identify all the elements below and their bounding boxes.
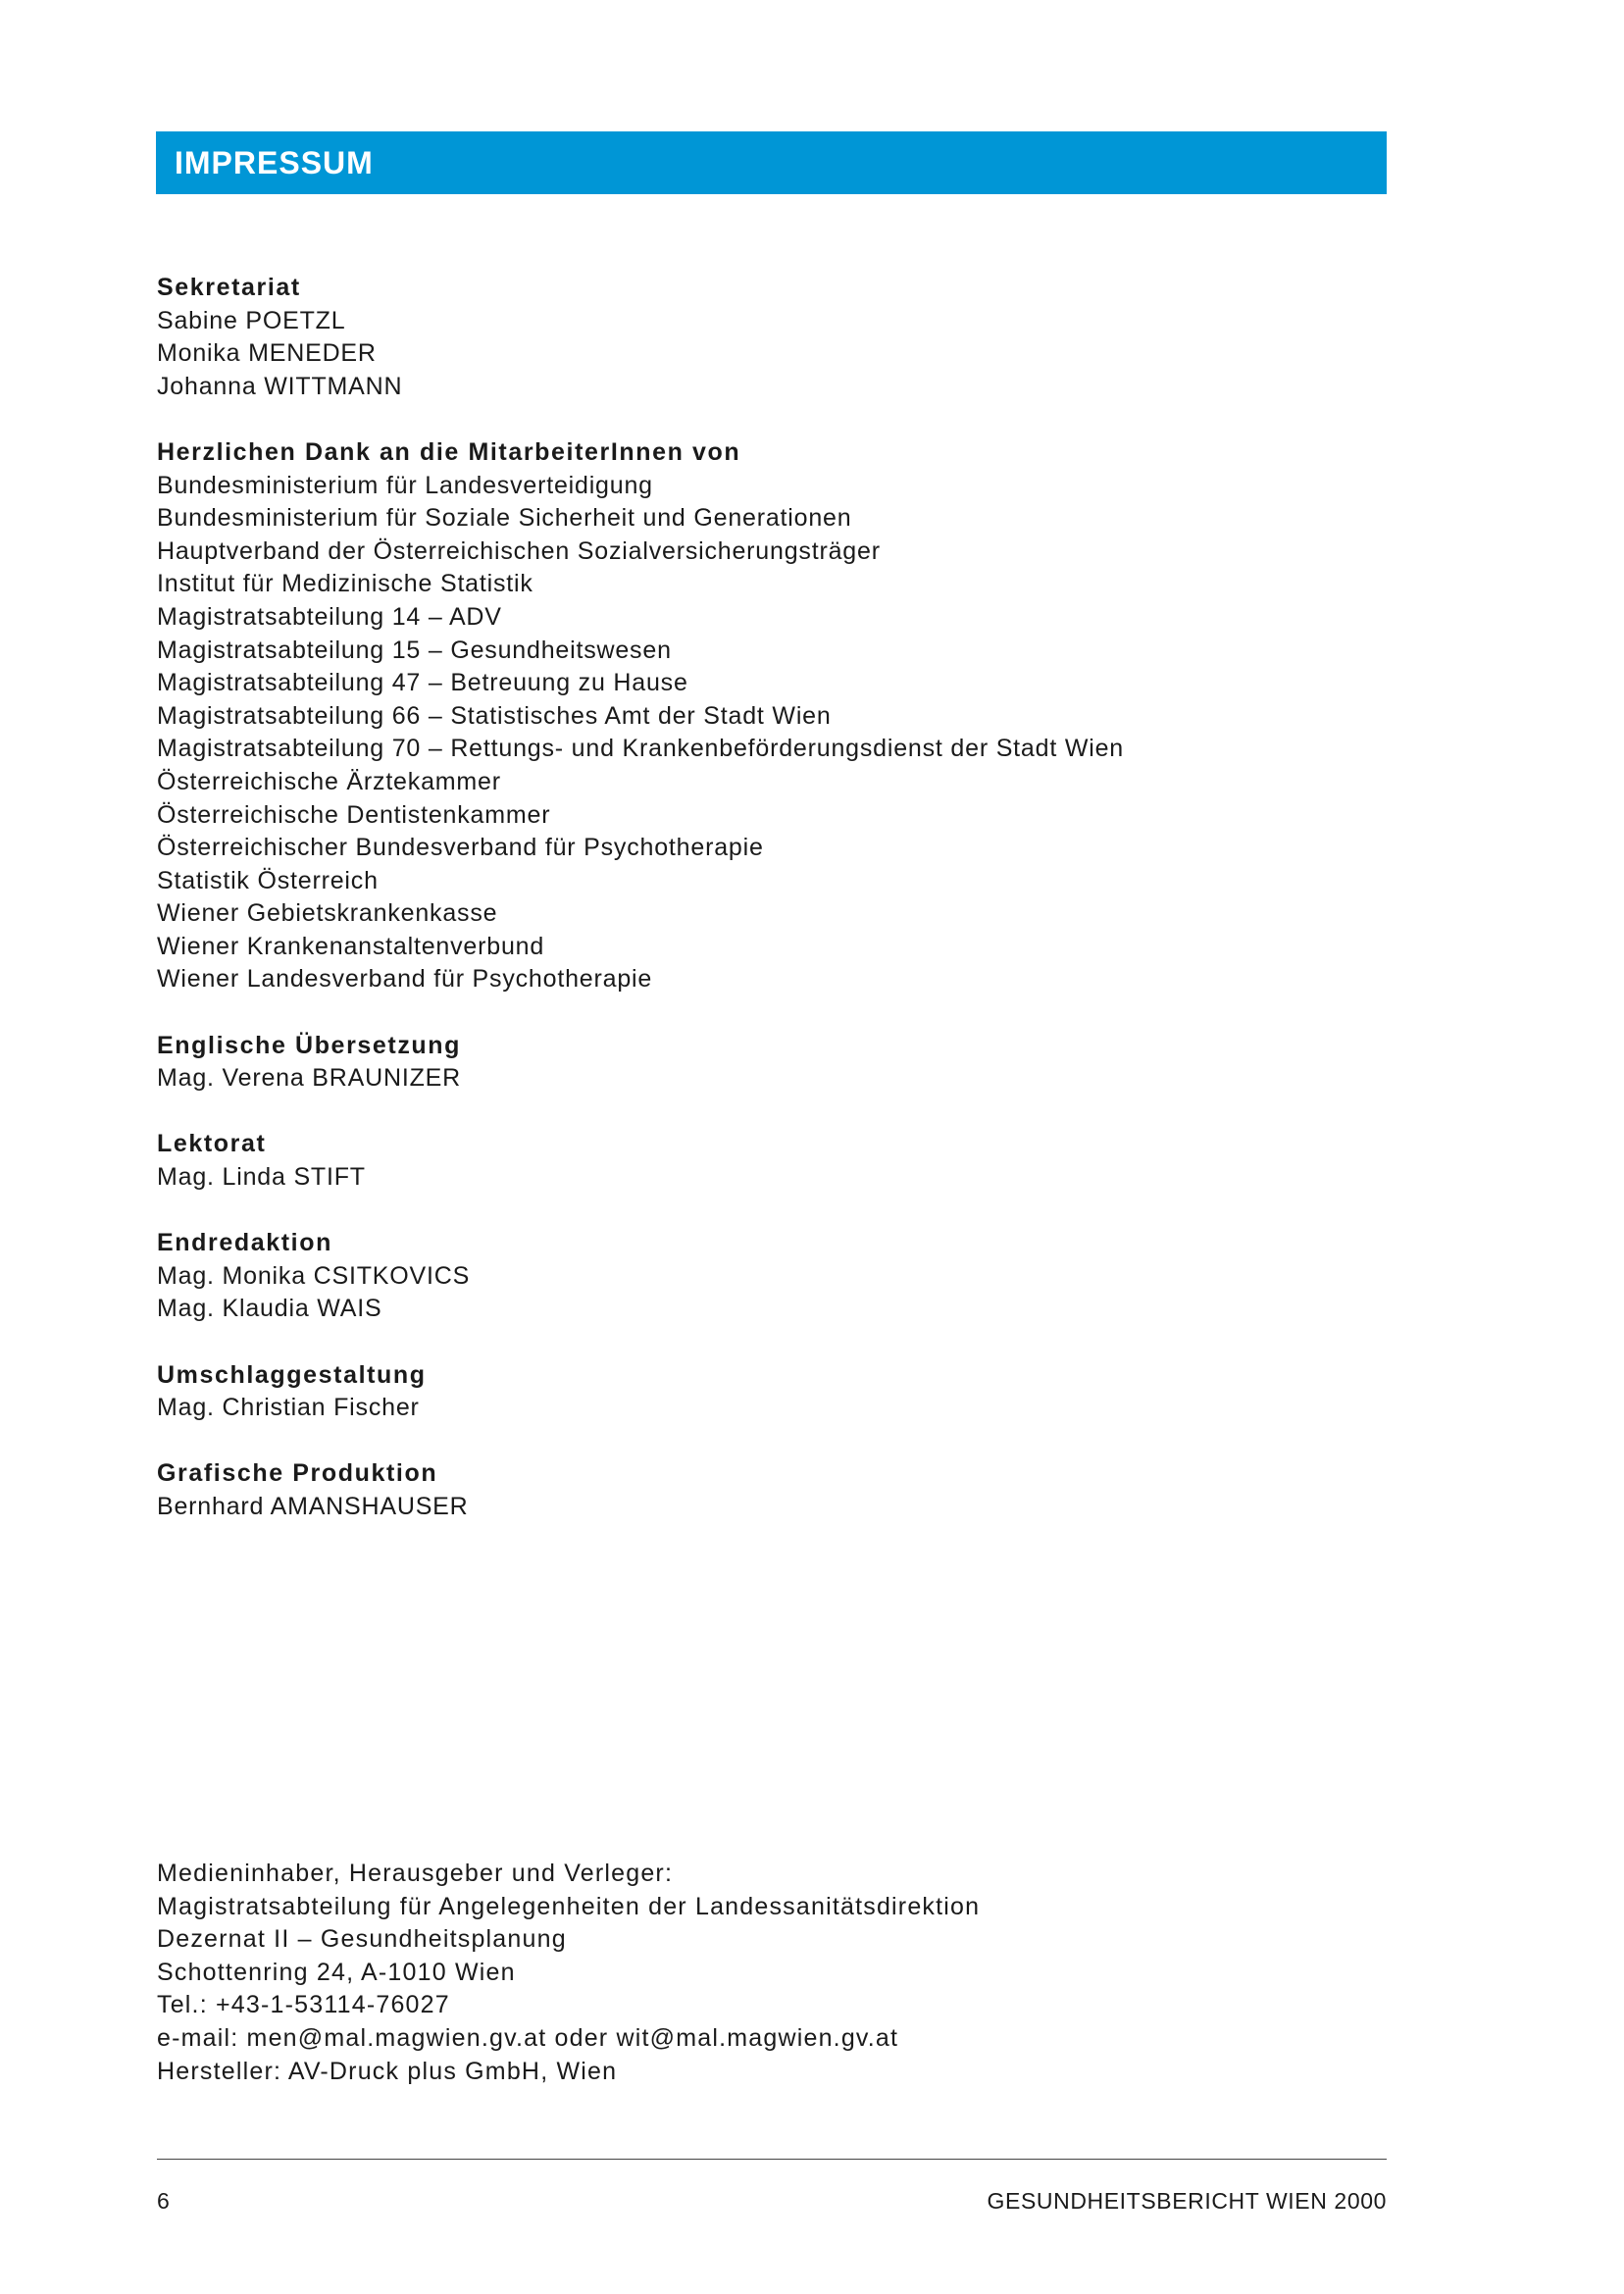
credit-entry: Statistik Österreich [157,866,379,894]
credit-entry: Johanna WITTMANN [157,372,403,400]
credit-section [157,1359,1393,1425]
credit-section [157,1227,1393,1326]
publisher-line: Hersteller: AV-Druck plus GmbH, Wien [157,2057,618,2085]
footer-divider [157,2159,1387,2160]
section-heading: Englische Übersetzung [157,1031,462,1059]
publisher-line: Tel.: +43-1-53114-76027 [157,1991,450,2019]
credit-entry: Österreichische Ärztekammer [157,767,501,795]
credit-section [157,1030,1393,1096]
credit-entry: Mag. Klaudia WAIS [157,1295,382,1323]
credit-entry: Wiener Landesverband für Psychotherapie [157,965,653,994]
section-heading: Umschlaggestaltung [157,1360,427,1389]
credit-entry: Institut für Medizinische Statistik [157,570,533,598]
page-title: IMPRESSUM [175,144,374,180]
page-number: 6 [157,2188,170,2214]
section-heading: Sekretariat [157,274,301,301]
credit-section [157,436,1393,996]
credit-entry: Mag. Monika CSITKOVICS [157,1261,471,1290]
credit-entry: Mag. Christian Fischer [157,1394,420,1422]
publisher-line: Schottenring 24, A-1010 Wien [157,1958,516,1986]
publisher-line: Magistratsabteilung für Angelegenheiten der Landessanitätsdirektion [157,1892,981,1920]
credit-entry: Monika MENEDER [157,339,377,368]
credit-entry: Hauptverband der Österreichischen Sozialversicherungsträger [157,536,881,565]
credit-entry: Bernhard AMANSHAUSER [157,1492,469,1520]
section-heading: Lektorat [157,1130,267,1158]
credit-entry: Magistratsabteilung 66 – Statistisches Amt der Stadt Wien [157,701,832,730]
section-header-bar [156,131,1387,194]
section-heading: Endredaktion [157,1229,332,1257]
publisher-info [157,1858,1393,2088]
credit-entry: Magistratsabteilung 14 – ADV [157,602,502,631]
publisher-line: e-mail: men@mal.magwien.gv.at oder wit@mal.magwien.gv.at [157,2023,899,2052]
credit-entry: Wiener Krankenanstaltenverbund [157,932,545,960]
credit-section [157,1457,1393,1523]
credit-entry: Österreichischer Bundesverband für Psychotherapie [157,834,764,862]
credit-section [157,1128,1393,1194]
credit-section [157,272,1393,403]
section-heading: Grafische Produktion [157,1459,438,1488]
publisher-line: Dezernat II – Gesundheitsplanung [157,1925,567,1954]
publisher-line: Medieninhaber, Herausgeber und Verleger: [157,1860,674,1887]
credit-entry: Mag. Verena BRAUNIZER [157,1064,461,1093]
credit-entry: Österreichische Dentistenkammer [157,800,551,829]
publication-title: GESUNDHEITSBERICHT WIEN 2000 [987,2188,1387,2214]
credit-entry: Sabine POETZL [157,306,346,334]
credit-entry: Bundesministerium für Landesverteidigung [157,471,653,499]
credit-entry: Magistratsabteilung 47 – Betreuung zu Hause [157,669,688,697]
credit-entry: Mag. Linda STIFT [157,1163,366,1192]
credits-content [157,272,1393,1556]
section-heading: Herzlichen Dank an die MitarbeiterInnen von [157,437,741,466]
credit-entry: Wiener Gebietskrankenkasse [157,899,498,928]
credit-entry: Magistratsabteilung 15 – Gesundheitswesen [157,636,672,664]
credit-entry: Magistratsabteilung 70 – Rettungs- und Krankenbeförderungsdienst der Stadt Wien [157,735,1124,763]
credit-entry: Bundesministerium für Soziale Sicherheit und Generationen [157,504,852,533]
